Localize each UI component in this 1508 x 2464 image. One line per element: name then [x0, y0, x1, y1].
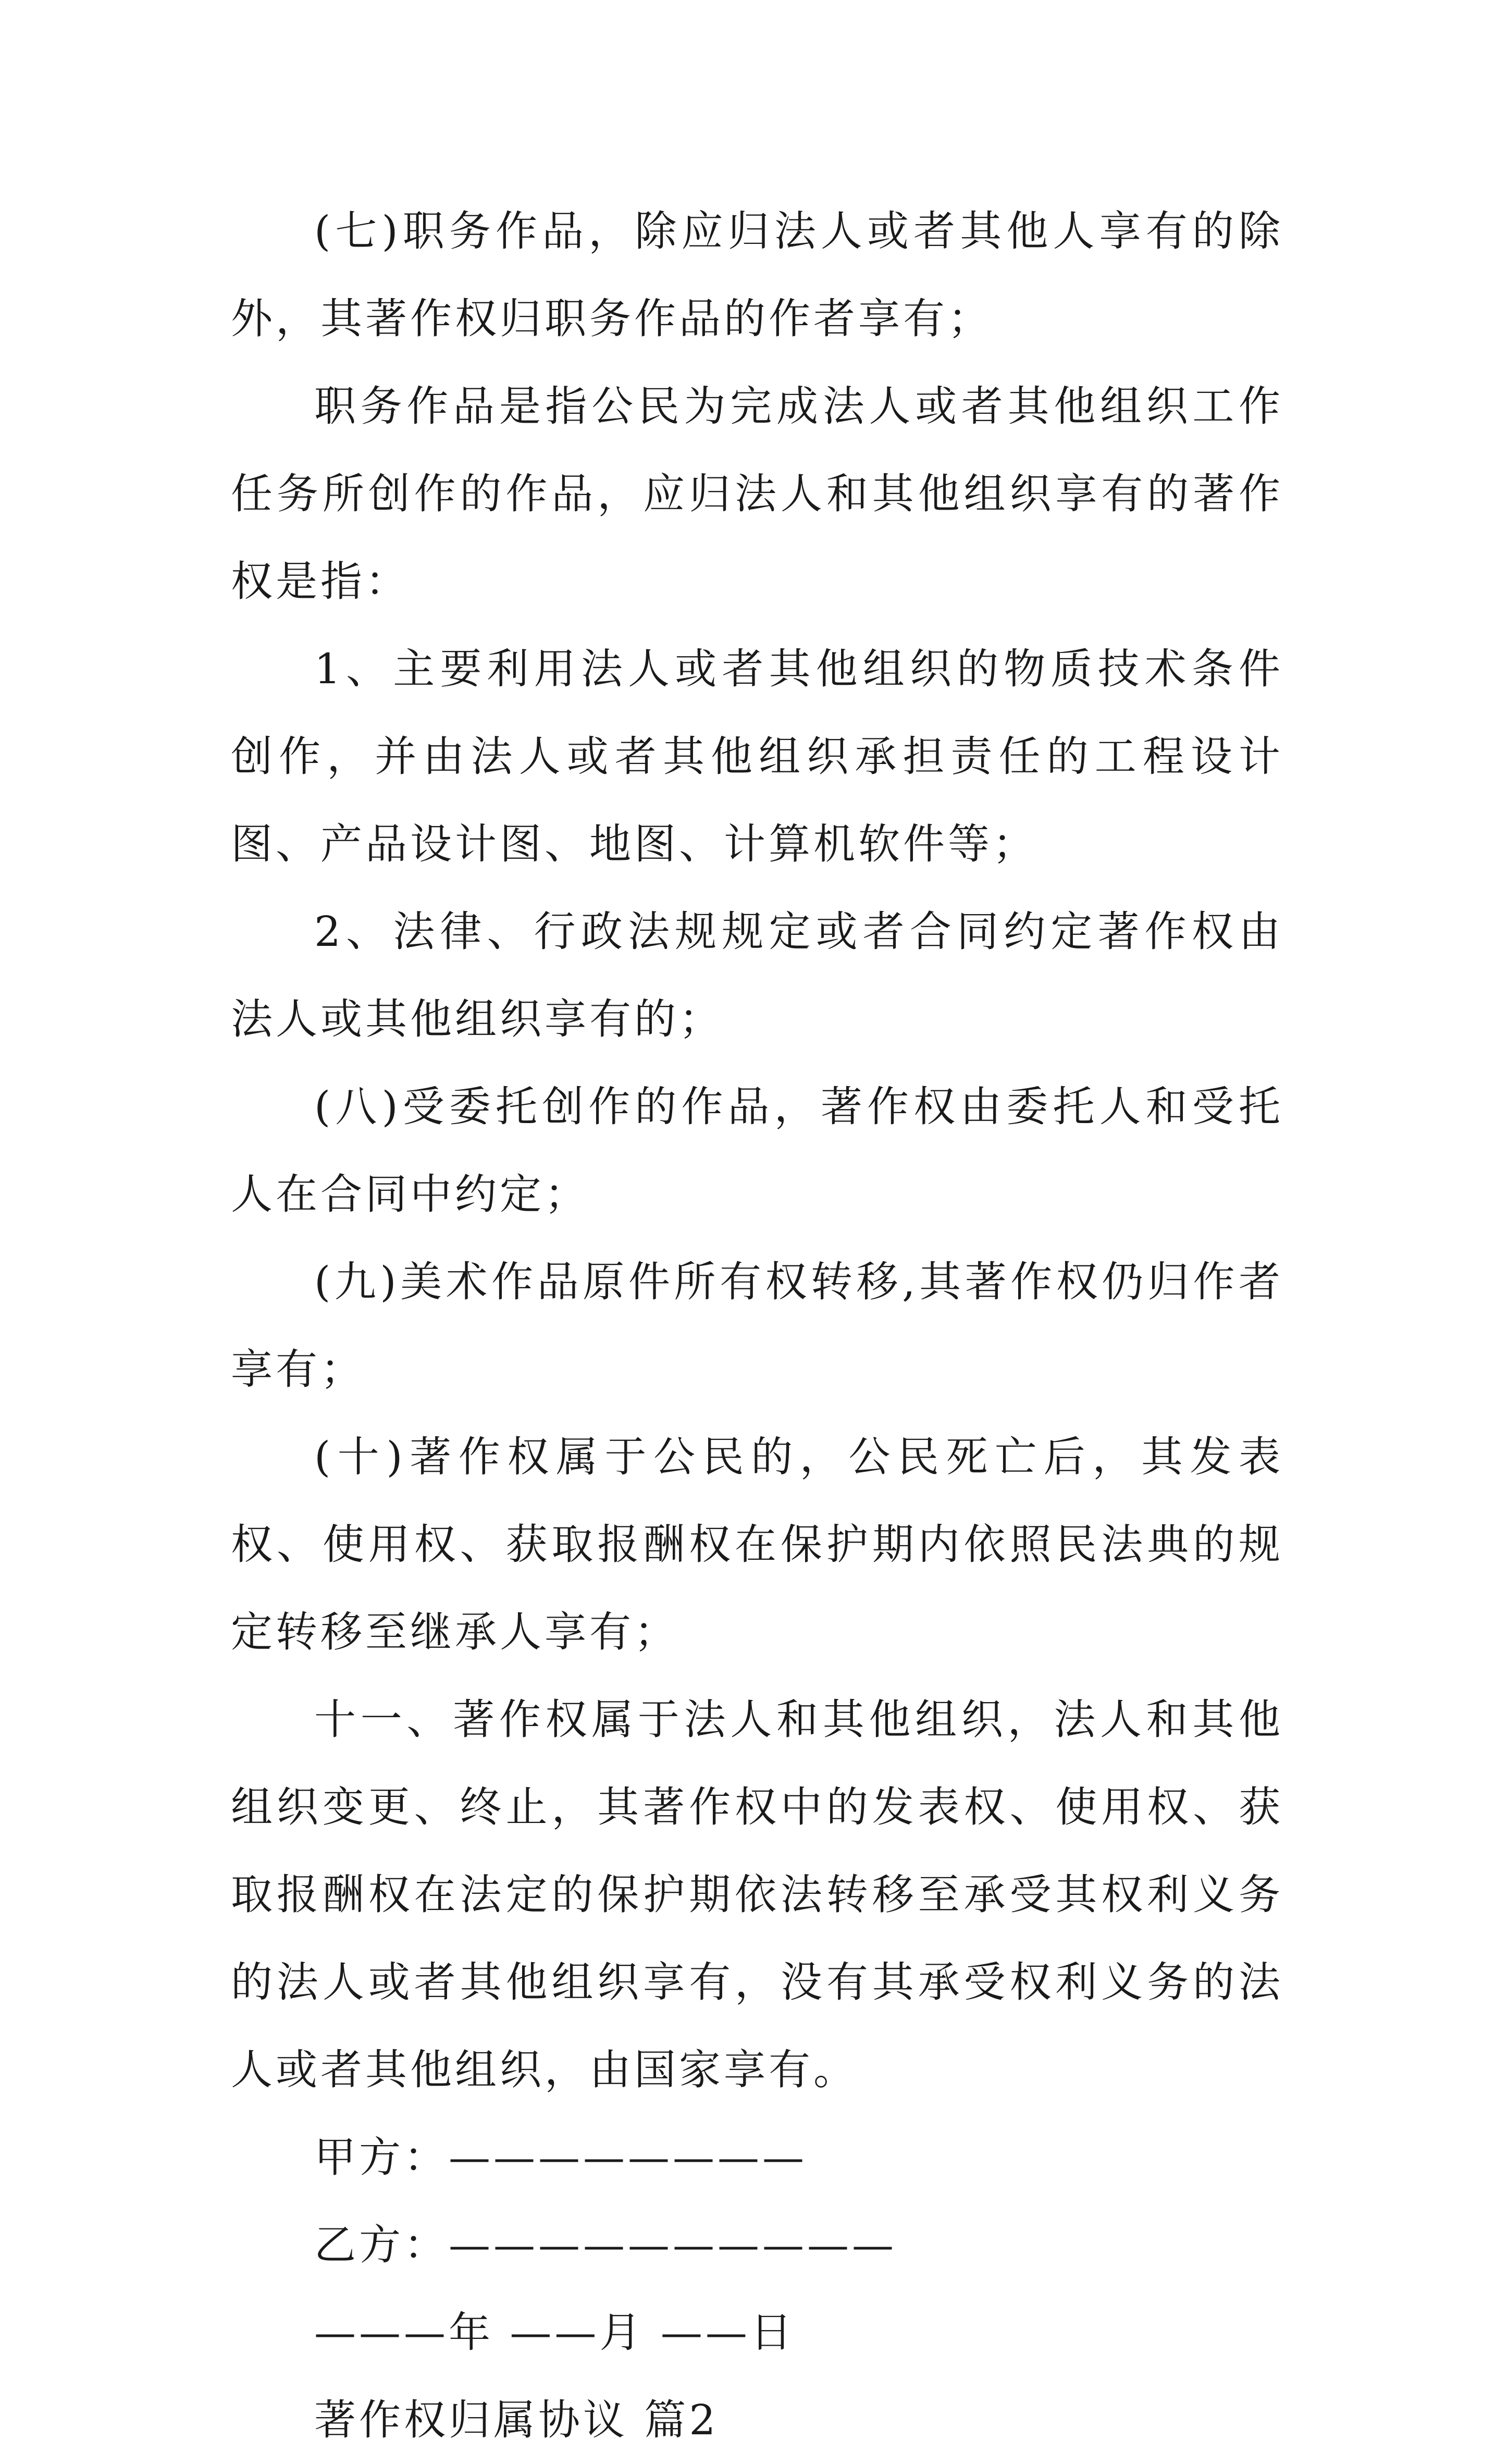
next-section-title: 著作权归属协议 篇2	[314, 2396, 719, 2444]
date-line: ———年 ——月 ——日	[314, 2308, 795, 2357]
paragraph-citizen-copyright: (十)著作权属于公民的，公民死亡后，其发表权、使用权、获取报酬权在保护期内依照民法典的规定转移至继承人享有；	[231, 1433, 1283, 1656]
party-b-signature-line: 乙方：——————————	[314, 2221, 897, 2269]
paragraph-item-1: 1、主要利用法人或者其他组织的物质技术条件创作，并由法人或者其他组织承担责任的工程设计图、产品设计图、地图、计算机软件等；	[231, 645, 1283, 868]
document-body	[231, 188, 1283, 2464]
paragraph-art-works: (九)美术作品原件所有权转移,其著作权仍归作者享有；	[231, 1258, 1283, 1394]
paragraph-item-2: 2、法律、行政法规规定或者合同约定著作权由法人或其他组织享有的；	[231, 907, 1283, 1043]
paragraph-service-works-definition: 职务作品是指公民为完成法人或者其他组织工作任务所创作的作品，应归法人和其他组织享有的著作权是指：	[231, 382, 1283, 606]
party-a-signature-line: 甲方：————————	[314, 2133, 807, 2182]
paragraph-service-works: (七)职务作品，除应归法人或者其他人享有的除外，其著作权归职务作品的作者享有；	[231, 207, 1283, 343]
paragraph-organization-copyright: 十一、著作权属于法人和其他组织，法人和其他组织变更、终止，其著作权中的发表权、使用权、获取报酬权在法定的保护期依法转移至承受其权利义务的法人或者其他组织享有，没有其承受权利义务的法人或者其他组织，由国家享有。	[231, 1695, 1283, 2094]
paragraph-commissioned-works: (八)受委托创作的作品，著作权由委托人和受托人在合同中约定；	[231, 1082, 1283, 1218]
